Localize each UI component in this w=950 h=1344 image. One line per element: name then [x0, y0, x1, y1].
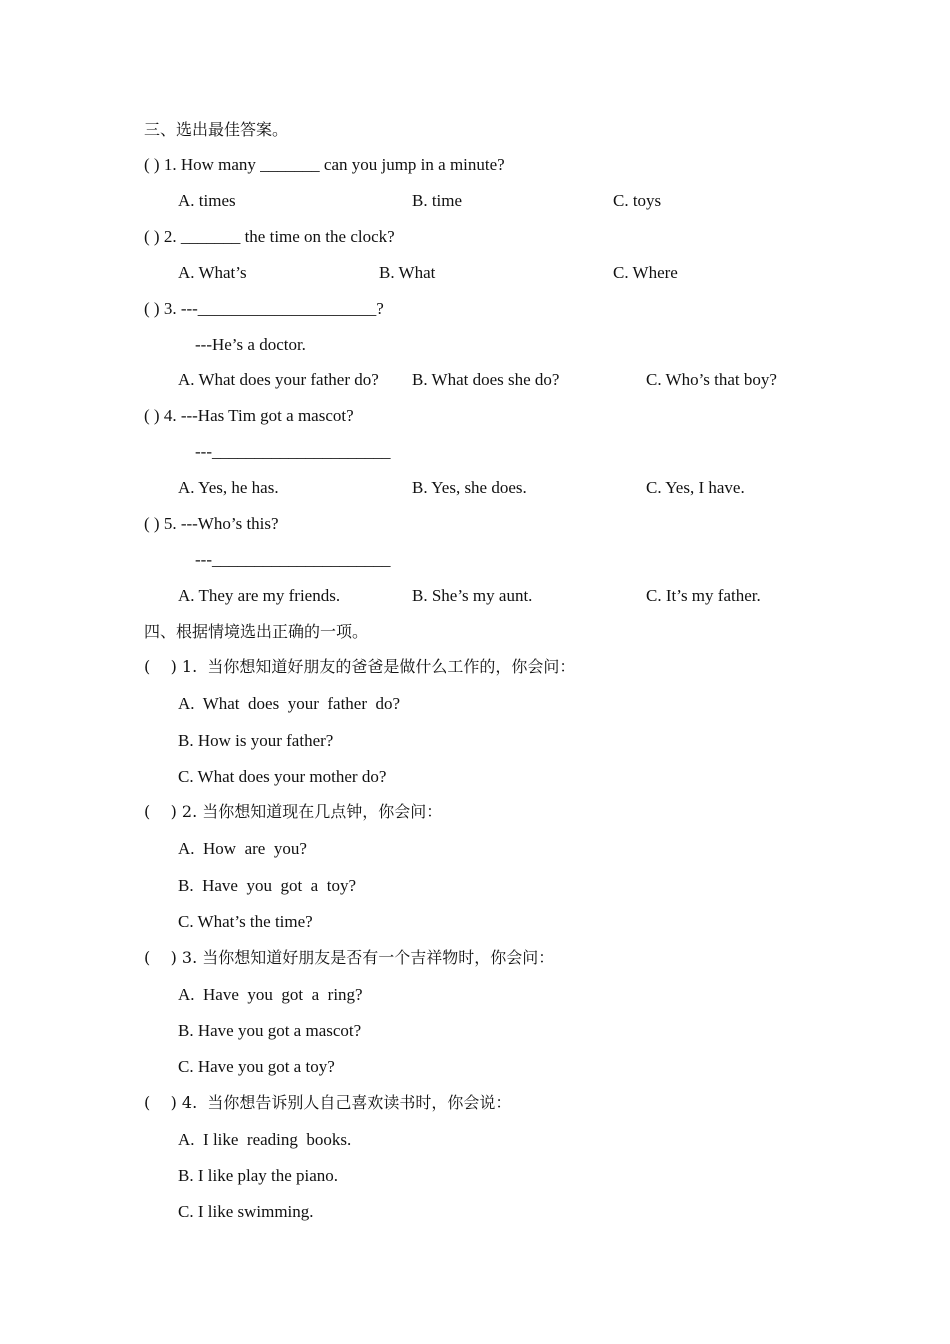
section4-heading: 四、根据情境选出正确的一项。	[144, 622, 369, 641]
s4-q2-option-a: A. How are you?	[178, 839, 307, 858]
s3-q1-option-a: A. times	[178, 191, 236, 210]
s3-q2-option-a: A. What’s	[178, 263, 247, 282]
s3-q1-option-c: C. toys	[613, 191, 662, 210]
s3-q4-option-b: B. Yes, she does.	[412, 478, 527, 497]
s4-q2-option-b: B. Have you got a toy?	[178, 876, 356, 895]
s4-q1-option-b: B. How is your father?	[178, 731, 334, 750]
s3-q4-option-c: C. Yes, I have.	[646, 478, 745, 497]
s4-q4-option-c: C. I like swimming.	[178, 1202, 314, 1221]
s3-q3-stem: ( ) 3. ---_____________________?	[144, 299, 384, 318]
s4-q1-stem: ( ) 1. 当你想知道好朋友的爸爸是做什么工作的，你会问：	[144, 657, 576, 676]
s3-q3-reply: ---He’s a doctor.	[195, 335, 306, 354]
s4-q3-option-c: C. Have you got a toy?	[178, 1057, 335, 1076]
s3-q2-stem: ( ) 2. _______ the time on the clock?	[144, 227, 395, 246]
s3-q5-option-c: C. It’s my father.	[646, 586, 761, 605]
s4-q4-option-b: B. I like play the piano.	[178, 1166, 339, 1185]
s3-q5-option-b: B. She’s my aunt.	[412, 586, 533, 605]
s3-q5-reply: ---_____________________	[195, 550, 391, 569]
s4-q2-option-c: C. What’s the time?	[178, 912, 313, 931]
s3-q3-option-c: C. Who’s that boy?	[646, 370, 777, 389]
s4-q3-stem: ( ) 3. 当你想知道好朋友是否有一个吉祥物时，你会问：	[144, 948, 555, 967]
s3-q3-option-a: A. What does your father do?	[178, 370, 379, 389]
s4-q3-option-b: B. Have you got a mascot?	[178, 1021, 362, 1040]
s3-q2-option-c: C. Where	[613, 263, 678, 282]
s3-q2-option-b: B. What	[379, 263, 436, 282]
s4-q4-option-a: A. I like reading books.	[178, 1130, 352, 1149]
s4-q4-stem: ( ) 4. 当你想告诉别人自己喜欢读书时，你会说：	[144, 1093, 512, 1112]
section3-heading: 三、选出最佳答案。	[144, 120, 289, 139]
s3-q1-option-b: B. time	[412, 191, 463, 210]
s3-q5-stem: ( ) 5. ---Who’s this?	[144, 514, 279, 533]
s4-q2-stem: ( ) 2. 当你想知道现在几点钟，你会问：	[144, 802, 443, 821]
s4-q3-option-a: A. Have you got a ring?	[178, 985, 363, 1004]
s3-q5-option-a: A. They are my friends.	[178, 586, 341, 605]
s3-q4-stem: ( ) 4. ---Has Tim got a mascot?	[144, 406, 354, 425]
s3-q3-option-b: B. What does she do?	[412, 370, 560, 389]
s3-q1-stem: ( ) 1. How many _______ can you jump in a minute?	[144, 155, 505, 174]
s3-q4-option-a: A. Yes, he has.	[178, 478, 279, 497]
s3-q4-reply: ---_____________________	[195, 442, 391, 461]
s4-q1-option-c: C. What does your mother do?	[178, 767, 387, 786]
s4-q1-option-a: A. What does your father do?	[178, 694, 401, 713]
